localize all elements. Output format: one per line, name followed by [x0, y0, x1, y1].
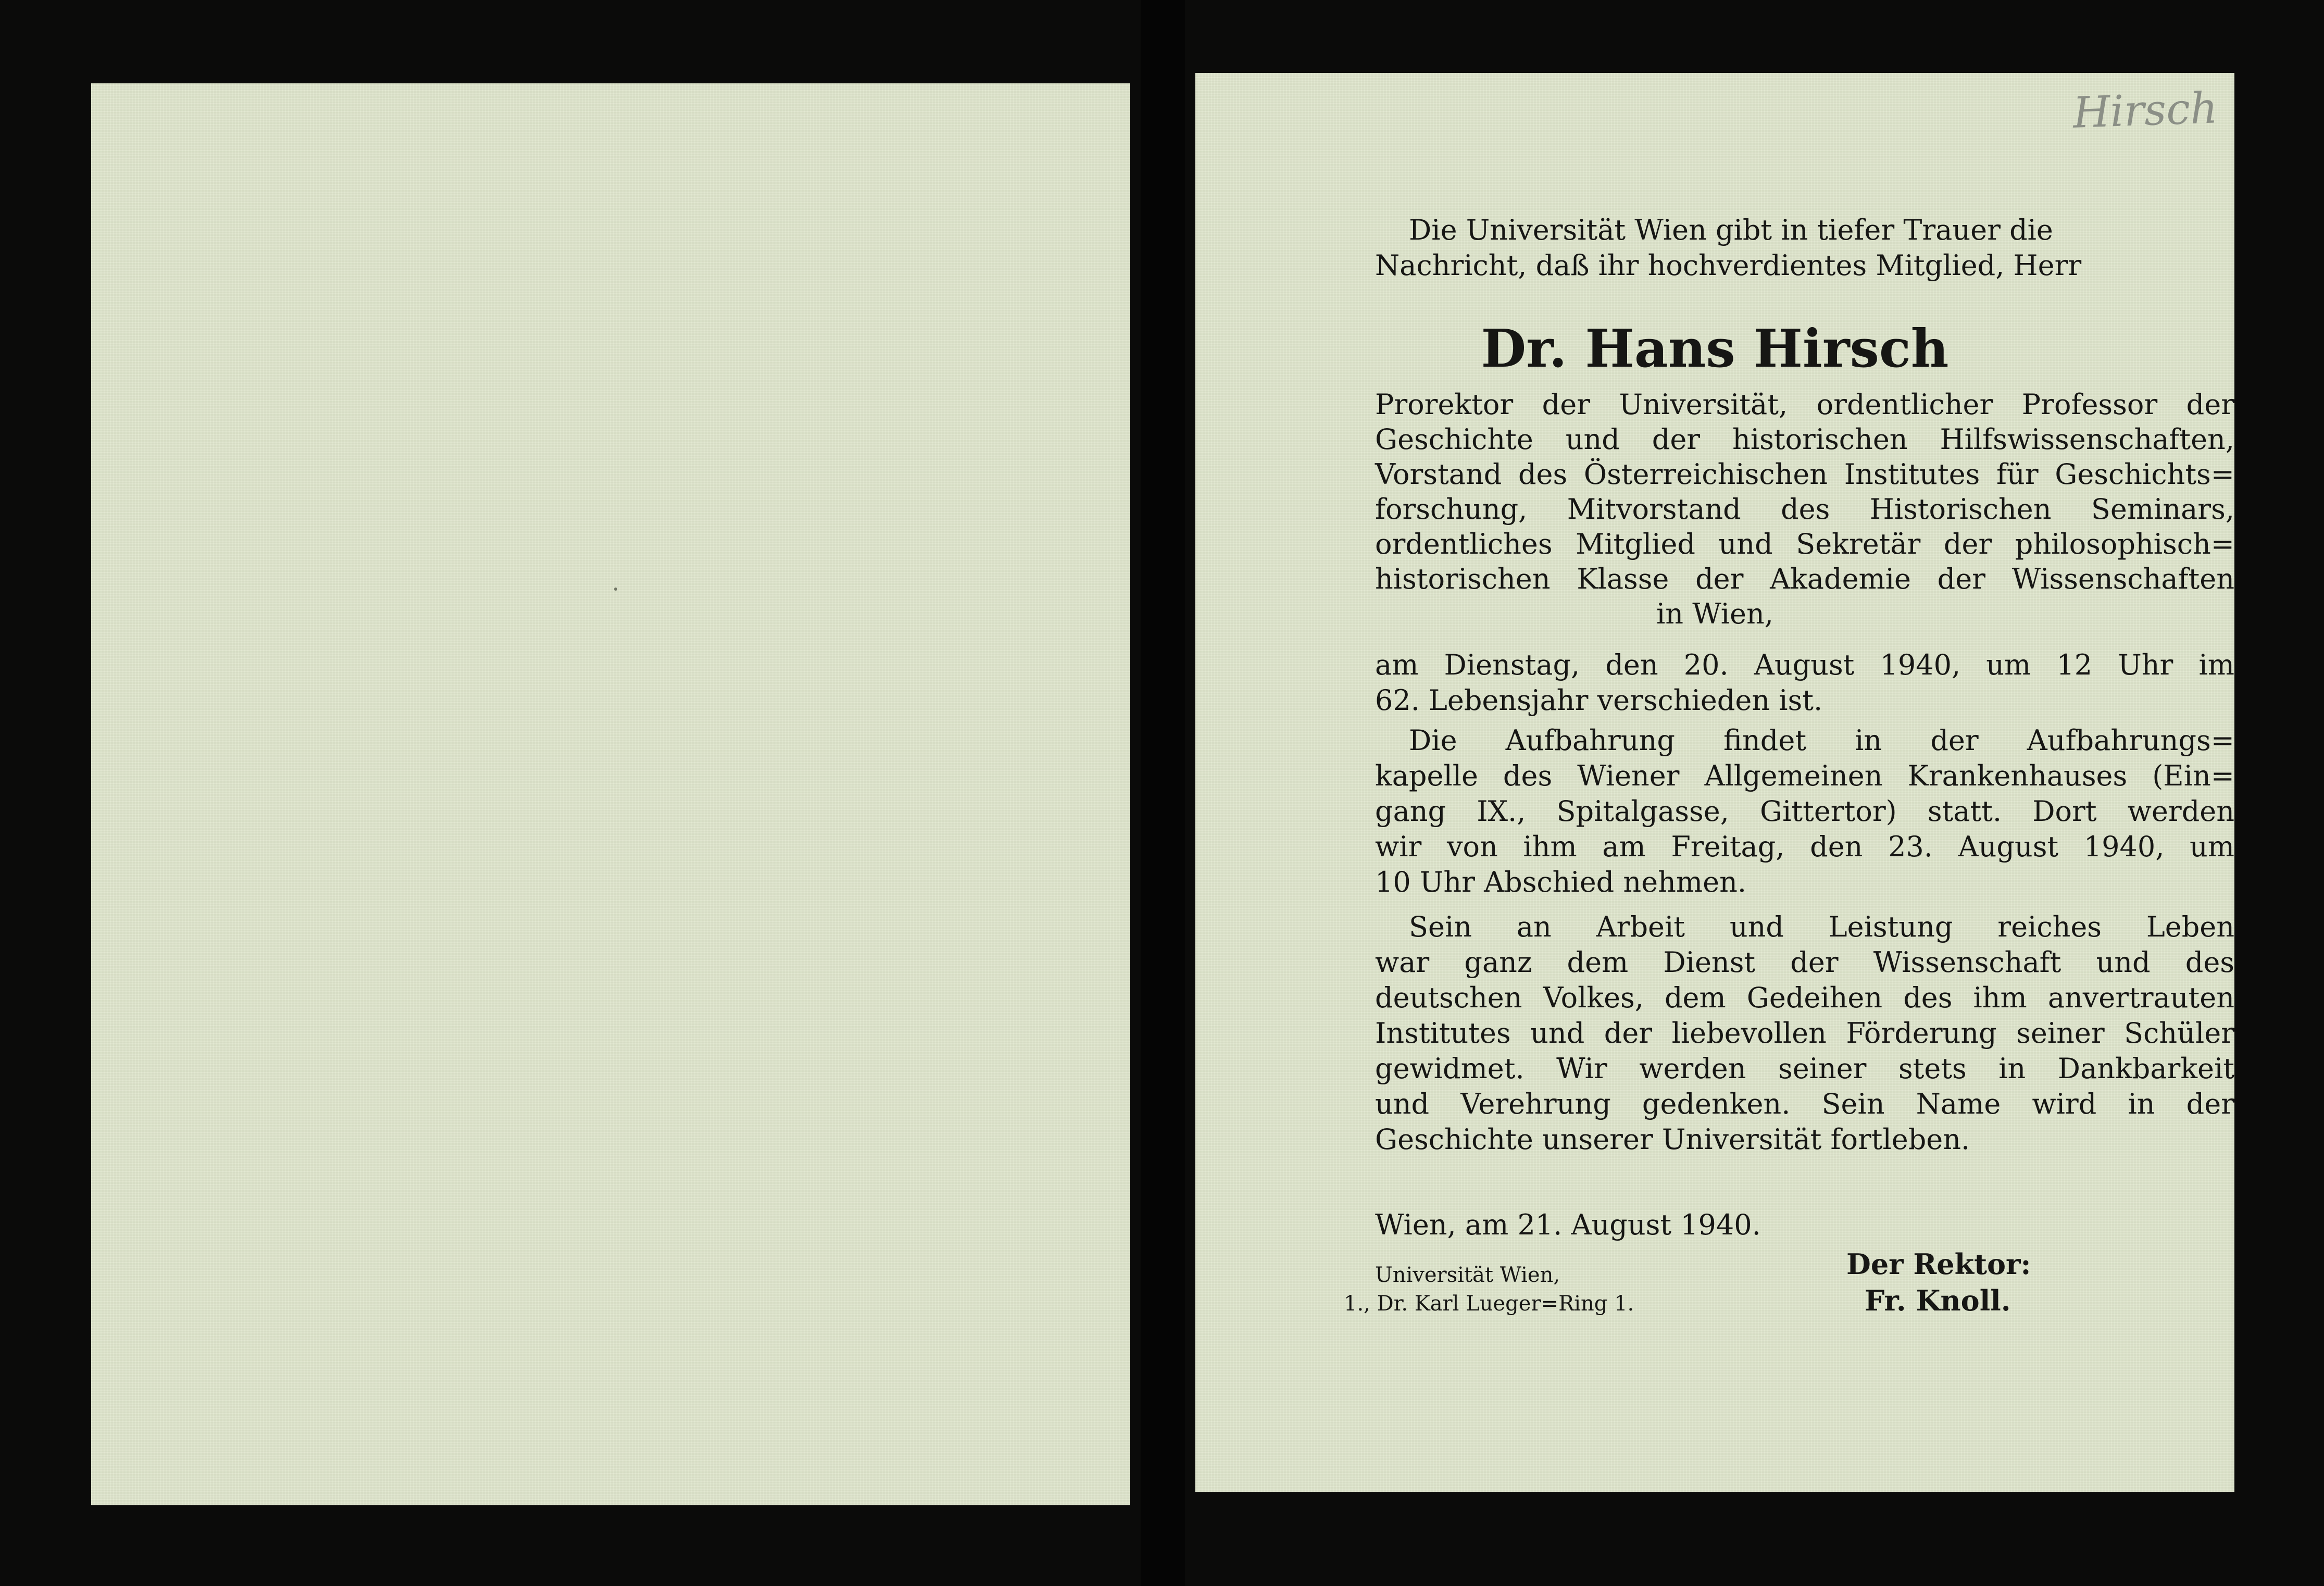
funeral-line-4: wir von ihm am Freitag, den 23. August 1940, um	[1375, 830, 2234, 863]
death-notice-line-1: am Dienstag, den 20. August 1940, um 12 Uhr im	[1375, 648, 2234, 681]
handwritten-annotation: Hirsch	[2072, 83, 2219, 138]
signature-title: Der Rektor:	[1846, 1247, 2031, 1281]
page-gutter	[1141, 0, 1185, 1586]
deceased-name: Dr. Hans Hirsch	[1481, 318, 1949, 379]
tribute-line-5: gewidmet. Wir werden seiner stets in Dankbarkeit	[1375, 1052, 2234, 1085]
funeral-line-2: kapelle des Wiener Allgemeinen Krankenhauses (Ein=	[1375, 759, 2234, 792]
address-line-1: Universität Wien,	[1375, 1263, 1560, 1287]
titles-line-7: in Wien,	[1656, 597, 1773, 630]
tribute-line-6: und Verehrung gedenken. Sein Name wird in der	[1375, 1088, 2234, 1120]
titles-line-3: Vorstand des Österreichischen Institutes für Geschichts=	[1375, 458, 2234, 491]
obituary-notice-page	[1195, 73, 2234, 1492]
paper-speck	[614, 588, 617, 591]
intro-line-1: Die Universität Wien gibt in tiefer Trauer die	[1409, 214, 2053, 246]
funeral-line-3: gang IX., Spitalgasse, Gittertor) statt. Dort werden	[1375, 795, 2234, 828]
titles-line-5: ordentliches Mitglied und Sekretär der philosophisch=	[1375, 528, 2234, 560]
titles-line-6: historischen Klasse der Akademie der Wissenschaften	[1375, 563, 2234, 595]
titles-line-1: Prorektor der Universität, ordentlicher Professor der	[1375, 388, 2234, 421]
place-date: Wien, am 21. August 1940.	[1375, 1208, 1761, 1241]
titles-line-2: Geschichte und der historischen Hilfswissenschaften,	[1375, 423, 2234, 456]
funeral-line-5: 10 Uhr Abschied nehmen.	[1375, 866, 1747, 898]
funeral-line-1: Die Aufbahrung findet in der Aufbahrungs=	[1409, 724, 2234, 757]
address-line-2: 1., Dr. Karl Lueger=Ring 1.	[1344, 1292, 1634, 1316]
tribute-line-4: Institutes und der liebevollen Förderung seiner Schüler	[1375, 1017, 2234, 1050]
signature-name: Fr. Knoll.	[1865, 1284, 2011, 1317]
death-notice-line-2: 62. Lebensjahr verschieden ist.	[1375, 684, 1823, 717]
tribute-line-7: Geschichte unserer Universität fortleben.	[1375, 1123, 1970, 1156]
titles-line-4: forschung, Mitvorstand des Historischen Seminars,	[1375, 493, 2234, 526]
tribute-line-2: war ganz dem Dienst der Wissenschaft und des	[1375, 946, 2234, 979]
intro-line-2: Nachricht, daß ihr hochverdientes Mitglied, Herr	[1375, 249, 2082, 282]
tribute-line-3: deutschen Volkes, dem Gedeihen des ihm anvertrauten	[1375, 981, 2234, 1014]
tribute-line-1: Sein an Arbeit und Leistung reiches Leben	[1409, 910, 2234, 943]
blank-left-page	[91, 83, 1130, 1505]
